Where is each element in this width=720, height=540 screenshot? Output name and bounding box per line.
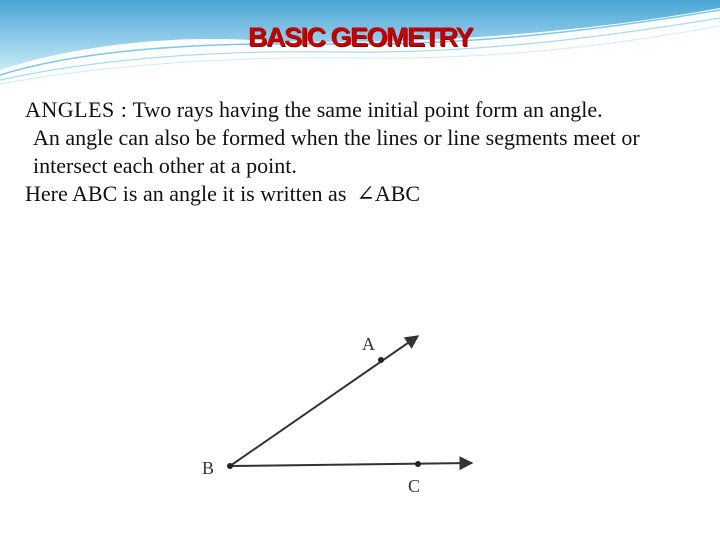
intersection-text: An angle can also be formed when the lines or line segments meet or intersect each other at a point. (33, 125, 640, 178)
label-a: A (362, 334, 375, 354)
page-title: BASIC GEOMETRY (247, 22, 473, 52)
notation-text: Here ABC is an angle it is written as (25, 181, 347, 206)
ray-bc (230, 463, 472, 466)
angle-symbol: ∠ (356, 181, 375, 206)
ray-ba (230, 336, 418, 466)
point-a (378, 357, 384, 363)
term-angles: ANGLES : (25, 97, 128, 122)
paragraph-intersection (25, 124, 715, 180)
angle-diagram (190, 320, 490, 500)
point-b (227, 463, 233, 469)
angle-name: ABC (374, 181, 421, 206)
body-text (25, 96, 715, 208)
point-c (415, 461, 421, 467)
label-b: B (202, 458, 215, 478)
paragraph-definition (25, 96, 715, 124)
paragraph-notation (25, 180, 715, 208)
label-c: C (408, 476, 421, 496)
definition-text: Two rays having the same initial point form an angle. (132, 97, 603, 122)
